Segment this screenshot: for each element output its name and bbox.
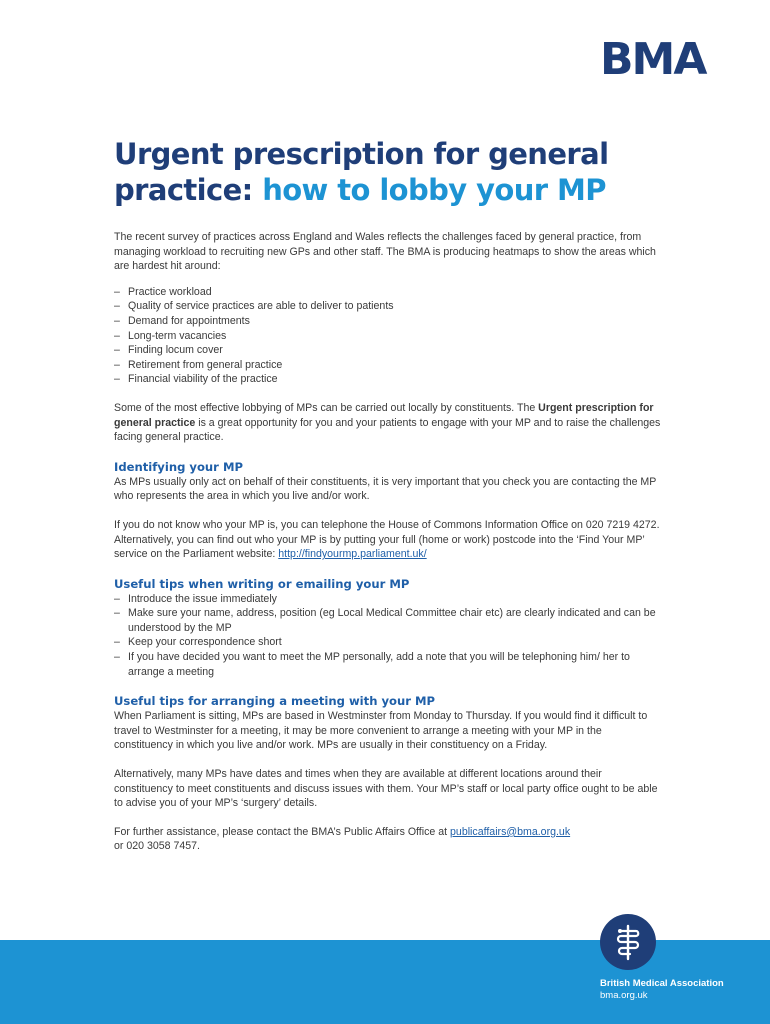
list-item: – Demand for appointments [114, 314, 662, 329]
list-item: – Make sure your name, address, position (eg Local Medical Committee chair etc) are clearly indicated and can be understood by the MP [114, 606, 662, 635]
identify-paragraph-1: As MPs usually only act on behalf of their constituents, it is very important that you check you are contacting the MP who represents the area in which you live and/or work. [114, 475, 657, 503]
findyourmp-link[interactable]: http://findyourmp.parliament.uk/ [278, 548, 427, 561]
list-item: – Introduce the issue immediately [114, 592, 662, 607]
public-affairs-email-link[interactable]: publicaffairs@bma.org.uk [450, 825, 571, 838]
identify-paragraph-2 [114, 518, 662, 562]
footer-org-name: British Medical Association [600, 978, 724, 989]
meeting-contact-text: For further assistance, please contact the BMA’s Public Affairs Office at [114, 825, 451, 838]
list-item: – If you have decided you want to meet the MP personally, add a note that you will be telephoning him/ her to arrange a meeting [114, 650, 662, 679]
areas-list [114, 285, 662, 387]
meeting-paragraph-1: When Parliament is sitting, MPs are based in Westminster from Monday to Thursday. If you would find it difficult to travel to Westminster for a meeting, it may be more convenient to arrange a meeting with your MP in the constituency in which you live and/or work. MPs are usually in their constituency on a Friday. [114, 710, 648, 752]
list-item: – Long-term vacancies [114, 329, 662, 344]
lobbying-paragraph [114, 401, 662, 445]
meeting-paragraph-2: Alternatively, many MPs have dates and times when they are available at different locations around their constituency to meet constituents and discuss issues with them. Your MP’s staff or local party office ought to be able to advise you of your MP’s ‘surgery’ details. [114, 768, 658, 810]
meeting-heading: Useful tips for arranging a meeting with your MP [114, 694, 436, 709]
title-accent: how to lobby your MP [262, 173, 606, 207]
title-main: Urgent prescription for general practice: [114, 137, 609, 207]
footer-org-url: bma.org.uk [600, 990, 648, 1001]
meeting-phone-text: or 020 3058 7457. [114, 840, 201, 853]
list-item: – Finding locum cover [114, 343, 662, 358]
writing-tips-list [114, 592, 662, 680]
list-item: – Keep your correspondence short [114, 635, 662, 650]
bma-emblem-icon [600, 914, 656, 970]
list-item: – Quality of service practices are able to deliver to patients [114, 299, 662, 314]
lobbying-bold: Urgent prescription for general practice [114, 401, 654, 429]
writing-heading: Useful tips when writing or emailing your MP [114, 576, 410, 591]
lobbying-text-before: Some of the most effective lobbying of MPs can be carried out locally by constituents. The [114, 401, 539, 414]
page-title [114, 136, 662, 208]
list-item: – Practice workload [114, 285, 662, 300]
list-item: – Financial viability of the practice [114, 372, 662, 387]
identify-text: If you do not know who your MP is, you can telephone the House of Commons Information Office on 020 7219 4272. Alternatively, you can find out who your MP is by putting your full (home or work) postcode into the ‘Find Your MP’ service on the Parliament website: [114, 518, 660, 561]
intro-paragraph: The recent survey of practices across England and Wales reflects the challenges faced by general practice, from managing workload to recruiting new GPs and other staff. The BMA is producing heatmaps to show the areas which are hardest hit around: [114, 231, 656, 273]
lobbying-text-after: is a great opportunity for you and your patients to engage with your MP and to raise the challenges facing general practice. [114, 416, 661, 444]
bma-logo: BMA [600, 34, 706, 85]
list-item: – Retirement from general practice [114, 358, 662, 373]
document-body [114, 136, 662, 854]
meeting-paragraph-3 [114, 825, 662, 854]
identify-heading: Identifying your MP [114, 459, 243, 474]
